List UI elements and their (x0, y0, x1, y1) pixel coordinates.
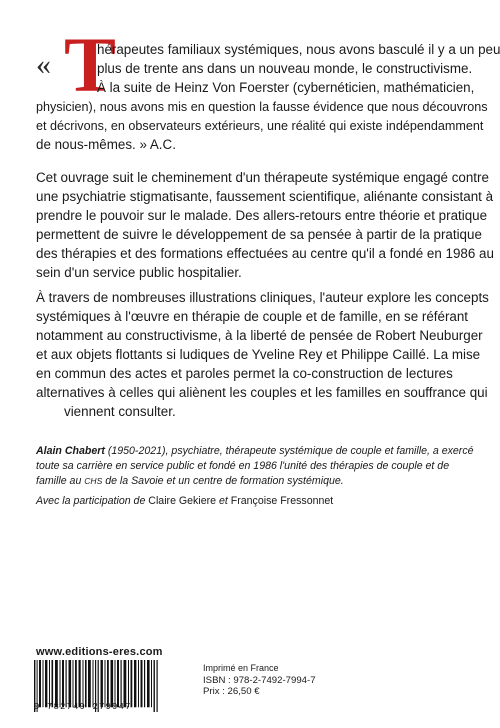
barcode-digits: 9 782749 279947 (34, 702, 132, 712)
author-name: Alain Chabert (36, 445, 105, 457)
participant-name: Françoise Fressonnet (230, 495, 334, 507)
imprint-info (203, 663, 316, 698)
chs-abbrev: CHS (84, 476, 103, 486)
quote-line: et décrivons, en observateurs extérieurs, une réalité qui existe indépendamment (36, 119, 484, 133)
description-paragraph-1 (36, 170, 494, 281)
quote-line: physicien), nous avons mis en question la fausse évidence que nous découvrons (36, 100, 488, 114)
paragraph-line: systémiques à l'œuvre en thérapie de couple et de famille, en se référant (36, 309, 469, 324)
participant-name: Claire Gekiere (148, 495, 217, 507)
publisher-website: www.editions-eres.com (36, 646, 163, 658)
opening-quote-mark: « (36, 48, 47, 81)
drop-cap-letter: T (64, 21, 117, 108)
paragraph-line: et aux objets flottants si ludiques de Yveline Rey et Philippe Caillé. La mise (36, 347, 481, 362)
paragraph-line: permettent de suivre le développement de sa pensée à partir de la pratique (36, 227, 482, 242)
description-paragraph-2 (36, 290, 489, 420)
paragraph-line: sein d'un service public hospitalier. (36, 265, 242, 280)
quote-line: hérapeutes familiaux systémiques, nous avons basculé il y a un peu (97, 42, 500, 57)
paragraph-line: notamment au constructivisme, à la liberté de pensée de Robert Neuburger (36, 328, 483, 343)
author-credits (36, 445, 474, 508)
author-bio-text: famille au (36, 475, 85, 487)
quote-line: de nous-mêmes. » A.C. (36, 137, 176, 152)
printed-in: Imprimé en France (203, 663, 279, 673)
author-bio-text: (1950-2021), psychiatre, thérapeute systémique de couple et famille, a exercé (104, 445, 474, 457)
quote-line: plus de trente ans dans un nouveau monde, le constructivisme. (97, 61, 473, 76)
author-bio-line (36, 445, 474, 458)
paragraph-line: À travers de nombreuses illustrations cliniques, l'auteur explore les concepts (36, 290, 489, 305)
paragraph-line: alternatives à celles qui aliènent les couples et les familles en souffrance qui (36, 385, 488, 400)
paragraph-line: prendre le pouvoir sur le malade. Des allers-retours entre théorie et pratique (36, 208, 488, 223)
author-bio-line (36, 475, 420, 488)
price-text: Prix : 26,50 € (203, 686, 260, 697)
paragraph-line: viennent consulter. (64, 404, 176, 419)
participation-and: et (216, 495, 231, 507)
paragraph-line: Cet ouvrage suit le cheminement d'un thérapeute systémique engagé contre (36, 170, 489, 185)
paragraph-line: une psychiatrie stigmatisante, faussement scientifique, aliénante consistant à (36, 189, 494, 204)
paragraph-line: des thérapies et des formations effectuées au centre qu'il a fondé en 1986 au (36, 246, 494, 261)
author-bio-text: de la Savoie et un centre de formation systémique. (102, 475, 344, 487)
quote-line: À la suite de Heinz Von Foerster (cybernéticien, mathématicien, (97, 80, 475, 95)
paragraph-line: en commun des actes et paroles permet la co-construction de lectures (36, 366, 453, 381)
isbn-text: ISBN : 978-2-7492-7994-7 (203, 674, 316, 686)
author-bio-line: toute sa carrière en service public et fondé en 1986 l'unité des thérapies de couple et de (36, 460, 450, 472)
participation-line (36, 495, 420, 508)
participation-prefix: Avec la participation de (36, 495, 149, 507)
